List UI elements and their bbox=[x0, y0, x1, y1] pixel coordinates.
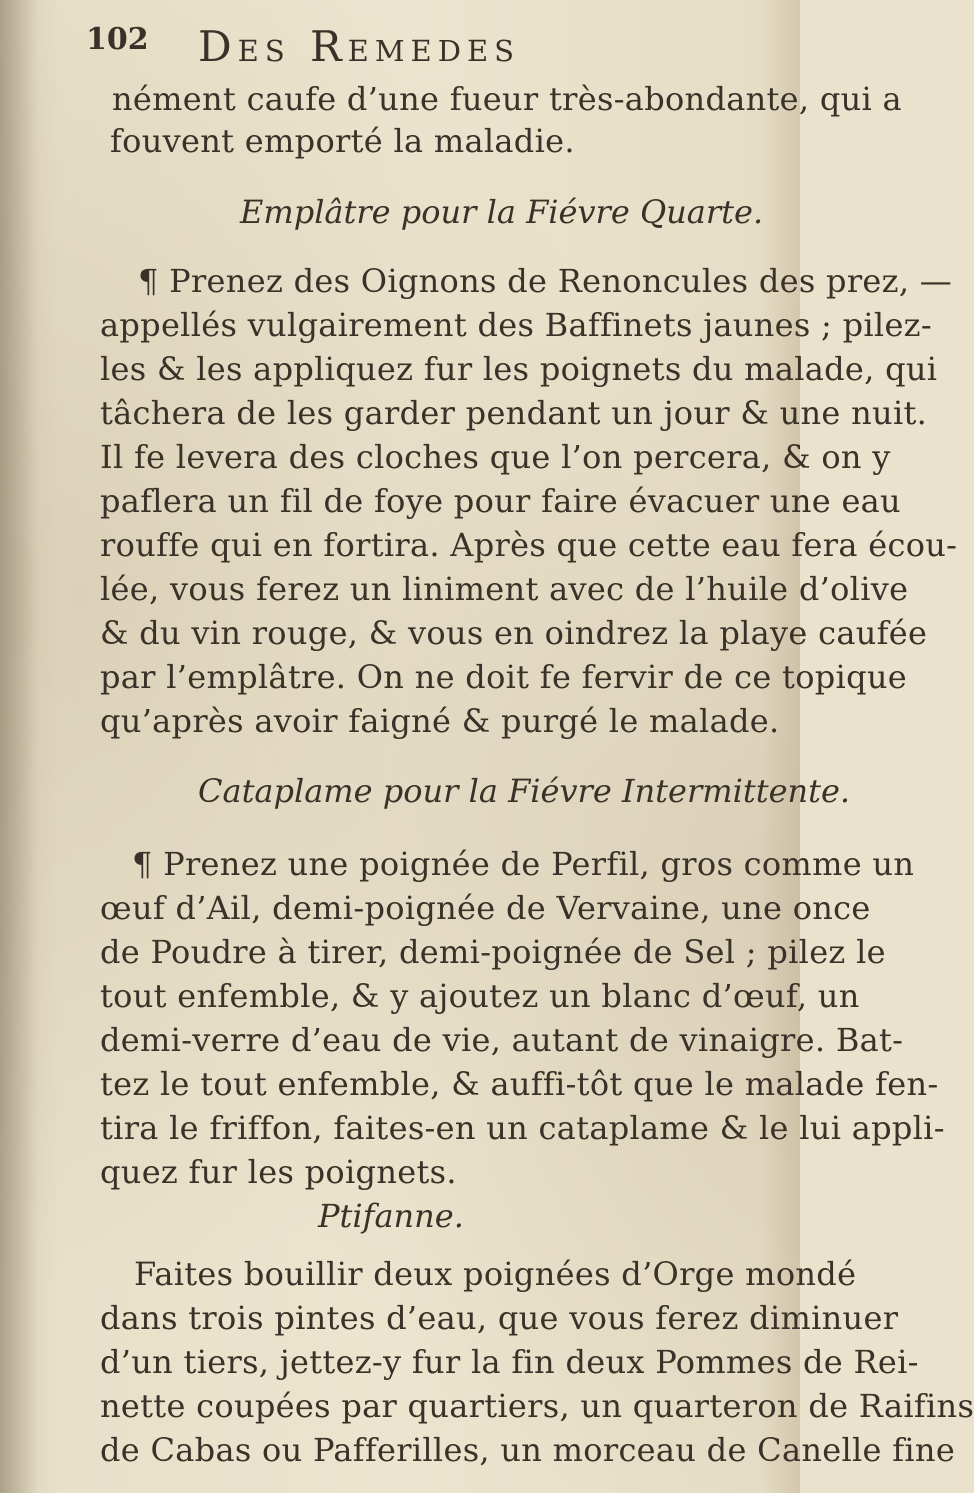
text-line: d’un tiers, jettez-y fur la fin deux Pommes de Rei- bbox=[100, 1343, 919, 1381]
text-line: tira le friffon, faites-en un cataplame & le lui appli- bbox=[100, 1109, 945, 1147]
text-line: qu’après avoir faigné & purgé le malade. bbox=[100, 702, 780, 740]
text-line: quez fur les poignets. bbox=[100, 1153, 457, 1191]
text-line: de Cabas ou Pafferilles, un morceau de Canelle fine bbox=[100, 1431, 956, 1469]
section-title: Cataplame pour la Fiévre Intermittente. bbox=[198, 772, 851, 810]
section-title: Ptifanne. bbox=[318, 1197, 464, 1235]
text-line: Il fe levera des cloches que l’on percera, & on y bbox=[100, 438, 891, 476]
text-line: tâchera de les garder pendant un jour & une nuit. bbox=[100, 394, 928, 432]
text-line: nément caufe d’une fueur très-abondante, qui a bbox=[112, 80, 902, 118]
text-line: demi-verre d’eau de vie, autant de vinaigre. Bat- bbox=[100, 1021, 904, 1059]
text-line: nette coupées par quartiers, un quarteron de Raifins bbox=[100, 1387, 974, 1425]
text-line: appellés vulgairement des Baffinets jaunes ; pilez- bbox=[100, 306, 932, 344]
binding-shadow bbox=[0, 0, 38, 1493]
text-line: ¶ Prenez une poignée de Perfil, gros comme un bbox=[132, 845, 915, 883]
text-line: par l’emplâtre. On ne doit fe fervir de ce topique bbox=[100, 658, 908, 696]
text-line: œuf d’Ail, demi-poignée de Vervaine, une once bbox=[100, 889, 871, 927]
text-line: & du vin rouge, & vous en oindrez la playe caufée bbox=[100, 614, 928, 652]
text-line: tez le tout enfemble, & auffi-tôt que le malade fen- bbox=[100, 1065, 939, 1103]
text-line: paflera un fil de foye pour faire évacuer une eau bbox=[100, 482, 901, 520]
text-line: les & les appliquez fur les poignets du malade, qui bbox=[100, 350, 938, 388]
text-line: rouffe qui en fortira. Après que cette eau fera écou- bbox=[100, 526, 958, 564]
text-line: ¶ Prenez des Oignons de Renoncules des prez, — bbox=[138, 262, 953, 300]
running-head: Des Remedes bbox=[198, 22, 521, 71]
text-line: tout enfemble, & y ajoutez un blanc d’œuf, un bbox=[100, 977, 860, 1015]
text-line: lée, vous ferez un liniment avec de l’huile d’olive bbox=[100, 570, 909, 608]
text-line: fouvent emporté la maladie. bbox=[110, 122, 575, 160]
text-line: de Poudre à tirer, demi-poignée de Sel ; pilez le bbox=[100, 933, 886, 971]
section-title: Emplâtre pour la Fiévre Quarte. bbox=[240, 193, 764, 231]
text-line: Faites bouillir deux poignées d’Orge mondé bbox=[134, 1255, 857, 1293]
text-line: dans trois pintes d’eau, que vous ferez diminuer bbox=[100, 1299, 899, 1337]
page-number: 102 bbox=[86, 22, 149, 57]
page-header bbox=[86, 22, 521, 71]
